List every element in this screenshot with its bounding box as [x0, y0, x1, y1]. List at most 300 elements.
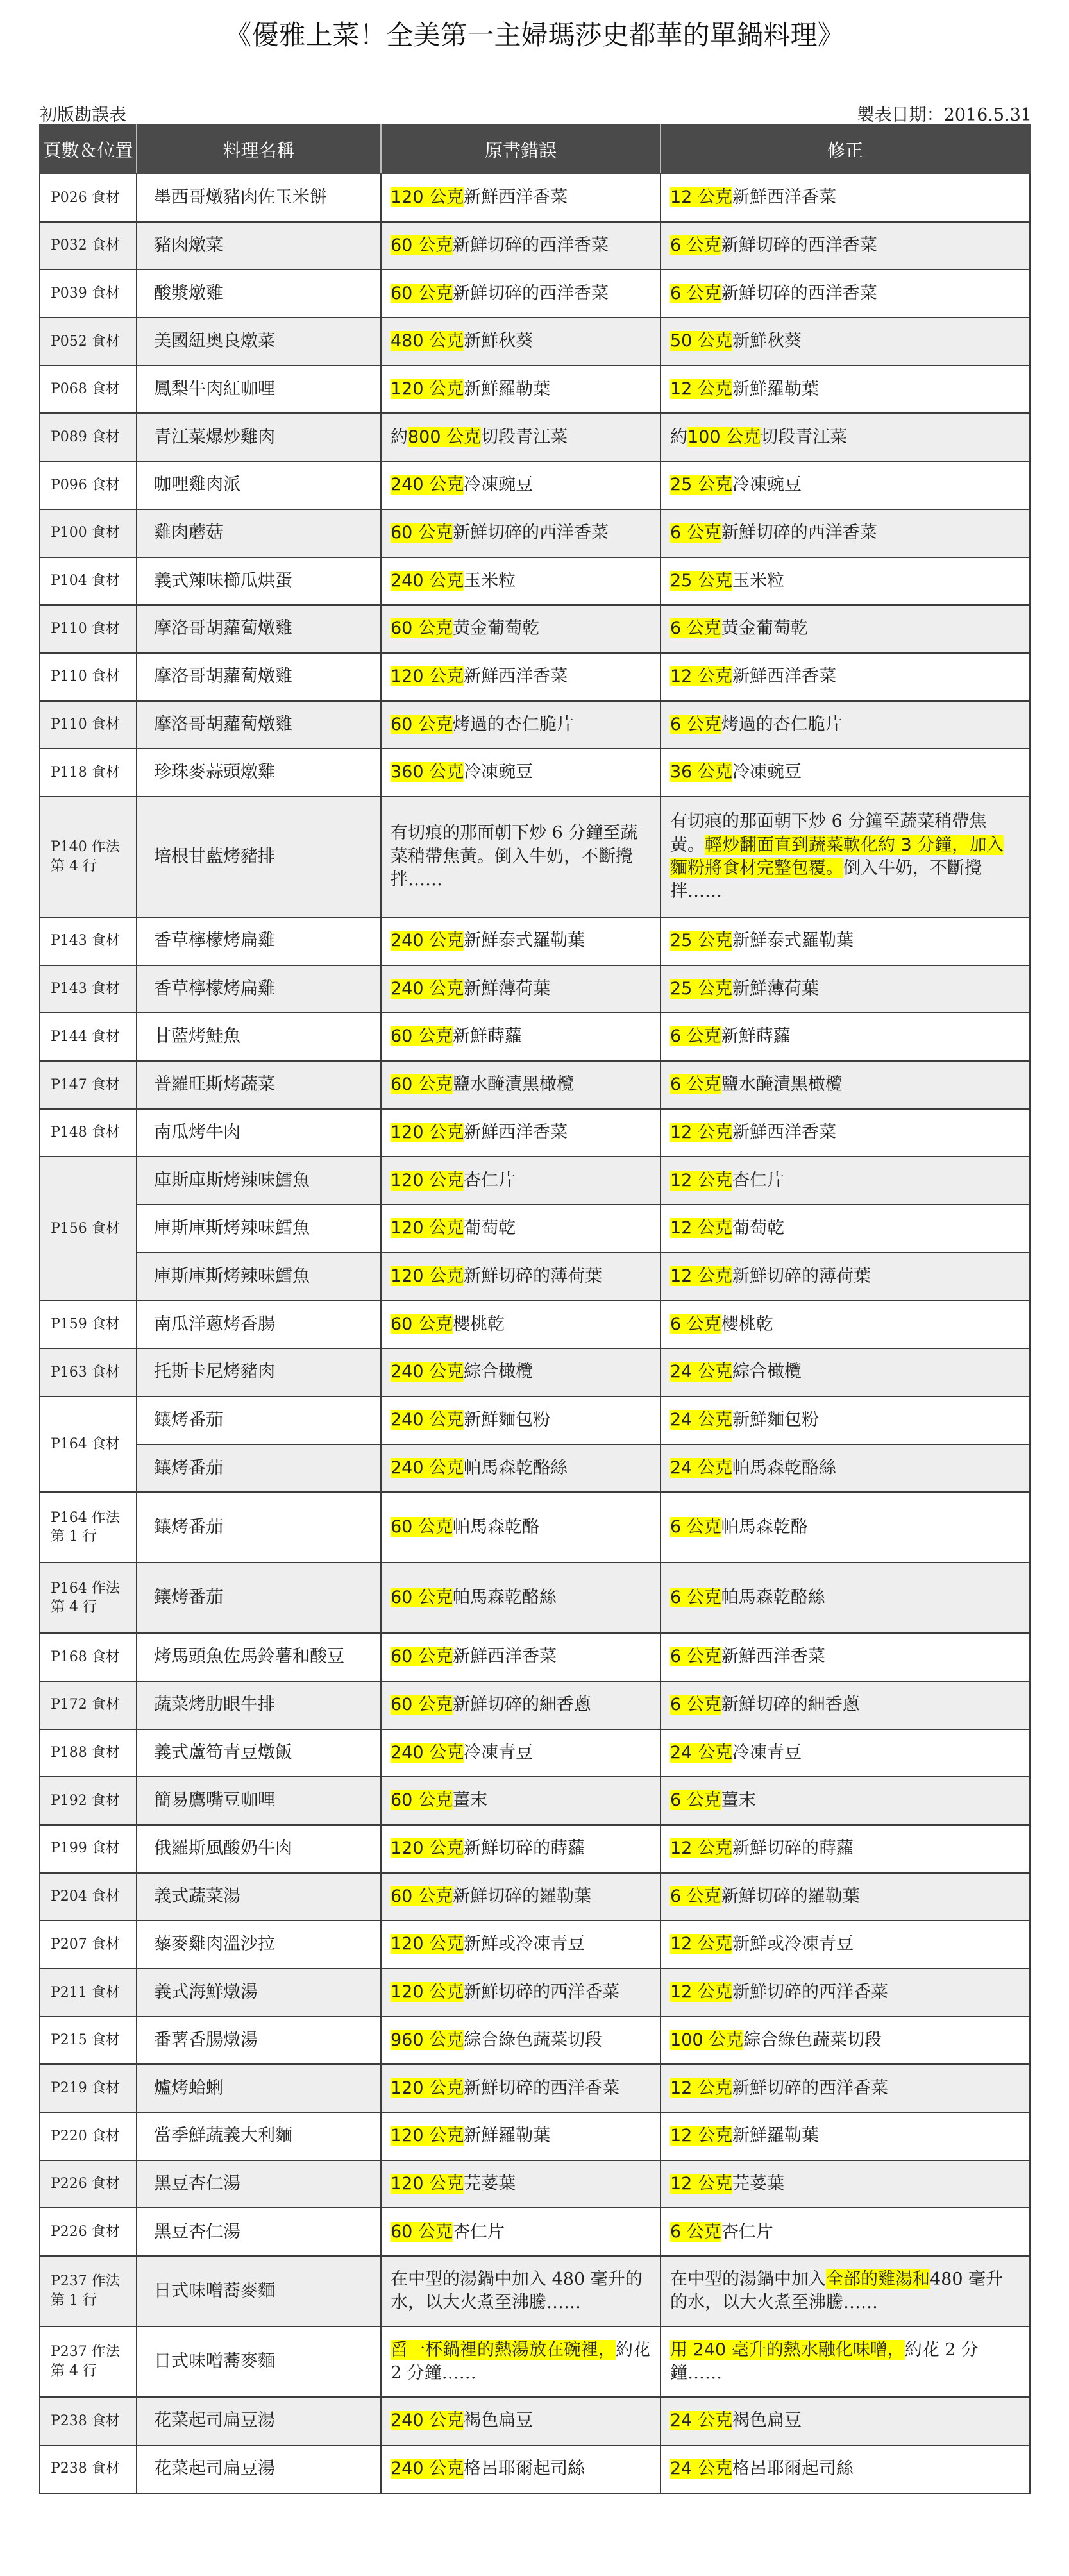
- ingredient-text: 葡萄乾: [732, 1218, 784, 1239]
- page-cell: [40, 222, 137, 270]
- errata-table: [39, 124, 1031, 2494]
- page-ref: P100 食材: [51, 525, 120, 541]
- ingredient-text: 切段青江菜: [761, 427, 848, 447]
- table-row: [40, 1633, 1030, 1681]
- ingredient-text: 綜合橄欖: [732, 1362, 802, 1382]
- page-cell: [40, 1633, 137, 1681]
- page-cell: [40, 2256, 137, 2326]
- ingredient-text: 櫻桃乾: [452, 1314, 505, 1334]
- table-row: [40, 1563, 1030, 1633]
- dish-cell: 鑲烤番茄: [137, 1396, 381, 1445]
- dish-cell: 花菜起司扁豆湯: [137, 2445, 381, 2493]
- ingredient-text: 新鮮或冷凍青豆: [732, 1934, 854, 1954]
- table-row: [40, 174, 1030, 222]
- page-ref: P164 食材: [51, 1436, 120, 1452]
- table-row: [40, 318, 1030, 366]
- dish-cell: 花菜起司扁豆湯: [137, 2397, 381, 2445]
- page-ref: P204 食材: [51, 1888, 120, 1905]
- ingredient-text: 新鮮蒔蘿: [452, 1026, 522, 1047]
- table-row: [40, 222, 1030, 270]
- table-row: [40, 701, 1030, 749]
- table-row: [40, 1729, 1030, 1777]
- ingredient-text: 芫荽葉: [464, 2173, 516, 2194]
- dish-cell: 日式味噌蕎麥麵: [137, 2326, 381, 2397]
- table-row: [40, 2112, 1030, 2160]
- highlight-text: 12 公克: [670, 1934, 732, 1954]
- page-ref: P220 食材: [51, 2128, 120, 2144]
- wrong-cell: [381, 2064, 661, 2112]
- fix-cell: [661, 2397, 1030, 2445]
- highlight-text: 240 公克: [391, 1457, 464, 1478]
- page-ref: P143 食材: [51, 933, 120, 949]
- page-ref: P068 食材: [51, 381, 120, 398]
- header-fix: 修正: [661, 125, 1030, 174]
- ingredient-text: 新鮮麵包粉: [464, 1409, 551, 1430]
- fix-cell: [661, 1729, 1030, 1777]
- ingredient-text: 冷凍豌豆: [464, 762, 534, 783]
- highlight-text: 120 公克: [391, 1170, 464, 1191]
- wrong-cell: [381, 1681, 661, 1729]
- ingredient-text: 黃金葡萄乾: [452, 618, 539, 639]
- fix-cell: [661, 1563, 1030, 1633]
- wrong-cell: [381, 1445, 661, 1493]
- page-cell: [40, 1396, 137, 1492]
- highlight-text: 120 公克: [391, 2173, 464, 2194]
- ingredient-text: 新鮮西洋香菜: [464, 666, 568, 686]
- highlight-text: 6 公克: [670, 2221, 721, 2242]
- wrong-cell: [381, 461, 661, 509]
- fix-cell: [661, 605, 1030, 653]
- ingredient-text: 綜合綠色蔬菜切段: [743, 2029, 882, 2050]
- page-cell: [40, 2017, 137, 2065]
- highlight-text: 60 公克: [391, 1587, 453, 1607]
- page-ref: P144 食材: [51, 1028, 120, 1045]
- wrong-cell: [381, 1253, 661, 1301]
- dish-cell: 咖哩雞肉派: [137, 461, 381, 509]
- dish-cell: 托斯卡尼烤豬肉: [137, 1348, 381, 1396]
- highlight-text: 6 公克: [670, 1587, 721, 1607]
- table-row: [40, 2397, 1030, 2445]
- table-row: [40, 749, 1030, 797]
- ingredient-text: 新鮮或冷凍青豆: [464, 1934, 585, 1954]
- wrong-cell: [381, 2017, 661, 2065]
- page-line: 第 4 行: [51, 2363, 97, 2380]
- page-title: 《優雅上菜！全美第一主婦瑪莎史都華的單鍋料理》: [224, 19, 845, 51]
- ingredient-text: 帕馬森乾酪: [721, 1516, 808, 1537]
- ingredient-text: 冷凍豌豆: [732, 762, 802, 783]
- wrong-cell: [381, 1205, 661, 1253]
- ingredient-text: 新鮮切碎的西洋香菜: [721, 235, 877, 255]
- wrong-cell: 在中型的湯鍋中加入 480 毫升的水，以大火煮至沸騰……: [381, 2256, 661, 2326]
- highlight-text: 舀一杯鍋裡的熱湯放在碗裡，: [391, 2339, 616, 2360]
- page-ref: P164 作法: [51, 1509, 120, 1526]
- ingredient-text: 切段青江菜: [481, 427, 568, 447]
- fix-cell: [661, 653, 1030, 701]
- wrong-cell: [381, 749, 661, 797]
- highlight-text: 240 公克: [391, 978, 464, 999]
- page-ref: P215 食材: [51, 2032, 120, 2049]
- text-segment: 倒入牛奶，不斷攪拌……: [670, 858, 982, 902]
- ingredient-text: 烤過的杏仁脆片: [721, 714, 843, 734]
- fix-cell: [661, 917, 1030, 965]
- page-cell: [40, 461, 137, 509]
- ingredient-text: 新鮮泰式羅勒葉: [464, 931, 585, 951]
- ingredient-text: 新鮮秋葵: [732, 331, 802, 352]
- fix-cell: [661, 269, 1030, 318]
- page-cell: [40, 1013, 137, 1061]
- page-ref: P110 食材: [51, 620, 120, 637]
- wrong-cell: [381, 1969, 661, 2017]
- fix-cell: [661, 1348, 1030, 1396]
- table-row: [40, 1253, 1030, 1301]
- highlight-text: 120 公克: [391, 1266, 464, 1286]
- dish-cell: 青江菜爆炒雞肉: [137, 413, 381, 461]
- page-cell: [40, 1300, 137, 1348]
- page-ref: P172 食材: [51, 1697, 120, 1713]
- date-label: 製表日期：2016.5.31: [857, 105, 1032, 125]
- page-cell: [40, 366, 137, 414]
- highlight-text: 12 公克: [670, 1266, 732, 1286]
- page-cell: [40, 749, 137, 797]
- dish-cell: 義式辣味櫛瓜烘蛋: [137, 557, 381, 606]
- ingredient-text: 新鮮切碎的西洋香菜: [452, 522, 609, 543]
- ingredient-text: 新鮮切碎的蒔蘿: [464, 1838, 585, 1859]
- ingredient-text: 新鮮羅勒葉: [732, 378, 819, 399]
- ingredient-text: 冷凍青豆: [732, 1742, 802, 1763]
- ingredient-text: 新鮮羅勒葉: [464, 378, 551, 399]
- ingredient-text: 新鮮西洋香菜: [464, 1122, 568, 1142]
- wrong-cell: [381, 1825, 661, 1873]
- table-row: [40, 2017, 1030, 2065]
- dish-cell: 雞肉蘑菇: [137, 509, 381, 557]
- page-ref: P089 食材: [51, 428, 120, 445]
- page-cell: [40, 1920, 137, 1969]
- wrong-cell: [381, 1492, 661, 1563]
- wrong-cell: [381, 2445, 661, 2493]
- ingredient-text: 新鮮切碎的羅勒葉: [721, 1886, 860, 1906]
- highlight-text: 24 公克: [670, 1742, 732, 1763]
- page-ref: P163 食材: [51, 1364, 120, 1380]
- dish-cell: 當季鮮蔬義大利麵: [137, 2112, 381, 2160]
- wrong-cell: [381, 2208, 661, 2256]
- ingredient-text: 薑末: [721, 1790, 756, 1811]
- page-ref: P096 食材: [51, 477, 120, 493]
- fix-cell: [661, 1492, 1030, 1563]
- ingredient-text: 帕馬森乾酪絲: [464, 1457, 568, 1478]
- highlight-text: 6 公克: [670, 235, 721, 255]
- highlight-text: 6 公克: [670, 1026, 721, 1047]
- highlight-text: 12 公克: [670, 2078, 732, 2098]
- highlight-text: 6 公克: [670, 714, 721, 734]
- table-row: [40, 2445, 1030, 2493]
- ingredient-text: 帕馬森乾酪: [452, 1516, 539, 1537]
- highlight-text: 6 公克: [670, 1790, 721, 1811]
- wrong-cell: [381, 2112, 661, 2160]
- wrong-cell: [381, 701, 661, 749]
- ingredient-text: 新鮮西洋香菜: [732, 187, 836, 208]
- page-cell: [40, 1348, 137, 1396]
- table-row: [40, 1109, 1030, 1157]
- table-row: [40, 1157, 1030, 1205]
- dish-cell: 培根甘藍烤豬排: [137, 797, 381, 917]
- ingredient-text: 褐色扁豆: [464, 2411, 534, 2431]
- fix-cell: [661, 2017, 1030, 2065]
- highlight-text: 50 公克: [670, 331, 732, 352]
- highlight-text: 全部的雞湯和: [826, 2269, 930, 2289]
- ingredient-text: 新鮮切碎的西洋香菜: [452, 283, 609, 303]
- table-row: [40, 1348, 1030, 1396]
- highlight-text: 6 公克: [670, 1314, 721, 1334]
- highlight-text: 240 公克: [391, 475, 464, 495]
- highlight-text: 6 公克: [670, 1695, 721, 1715]
- table-row: [40, 1681, 1030, 1729]
- text-segment: 約: [391, 427, 408, 447]
- fix-cell: [661, 1157, 1030, 1205]
- fix-cell: [661, 2208, 1030, 2256]
- ingredient-text: 新鮮羅勒葉: [732, 2126, 819, 2146]
- wrong-cell: [381, 1729, 661, 1777]
- page-ref: P156 食材: [51, 1220, 120, 1237]
- ingredient-text: 新鮮切碎的西洋香菜: [732, 2078, 888, 2098]
- wrong-cell: [381, 1109, 661, 1157]
- fix-cell: [661, 174, 1030, 222]
- dish-cell: 蔬菜烤肋眼牛排: [137, 1681, 381, 1729]
- ingredient-text: 新鮮薄荷葉: [464, 978, 551, 999]
- dish-cell: 鳳梨牛肉紅咖哩: [137, 366, 381, 414]
- ingredient-text: 葡萄乾: [464, 1218, 516, 1239]
- table-row: [40, 366, 1030, 414]
- highlight-text: 120 公克: [391, 2078, 464, 2098]
- highlight-text: 60 公克: [391, 714, 453, 734]
- ingredient-text: 綜合綠色蔬菜切段: [464, 2029, 603, 2050]
- highlight-text: 100 公克: [670, 2029, 744, 2050]
- ingredient-text: 帕馬森乾酪絲: [721, 1587, 825, 1607]
- page-ref: P052 食材: [51, 333, 120, 350]
- highlight-text: 12 公克: [670, 1122, 732, 1142]
- page-ref: P192 食材: [51, 1792, 120, 1809]
- table-row: [40, 557, 1030, 606]
- table-row: [40, 413, 1030, 461]
- page-cell: [40, 413, 137, 461]
- page-cell: [40, 2064, 137, 2112]
- header-dish: 料理名稱: [137, 125, 381, 174]
- highlight-text: 120 公克: [391, 187, 464, 208]
- fix-cell: [661, 1777, 1030, 1825]
- dish-cell: 珍珠麥蒜頭燉雞: [137, 749, 381, 797]
- page-ref: P164 作法: [51, 1580, 120, 1597]
- page-cell: [40, 1729, 137, 1777]
- dish-cell: 俄羅斯風酸奶牛肉: [137, 1825, 381, 1873]
- page-ref: P147 食材: [51, 1076, 120, 1093]
- highlight-text: 12 公克: [670, 666, 732, 686]
- highlight-text: 60 公克: [391, 1516, 453, 1537]
- highlight-text: 6 公克: [670, 283, 721, 303]
- fix-cell: [661, 1300, 1030, 1348]
- ingredient-text: 新鮮羅勒葉: [464, 2126, 551, 2146]
- page-line: 第 4 行: [51, 858, 97, 874]
- page-cell: [40, 269, 137, 318]
- ingredient-text: 櫻桃乾: [721, 1314, 773, 1334]
- fix-cell: [661, 1920, 1030, 1969]
- page-cell: [40, 1873, 137, 1921]
- table-row: [40, 917, 1030, 965]
- page-ref: P104 食材: [51, 573, 120, 589]
- dish-cell: 番薯香腸燉湯: [137, 2017, 381, 2065]
- wrong-cell: [381, 174, 661, 222]
- highlight-text: 120 公克: [391, 666, 464, 686]
- fix-cell: [661, 2326, 1030, 2397]
- ingredient-text: 新鮮切碎的薄荷葉: [732, 1266, 871, 1286]
- highlight-text: 120 公克: [391, 1838, 464, 1859]
- table-row: [40, 1205, 1030, 1253]
- ingredient-text: 新鮮蒔蘿: [721, 1026, 791, 1047]
- highlight-text: 25 公克: [670, 978, 732, 999]
- ingredient-text: 冷凍豌豆: [464, 475, 534, 495]
- dish-cell: 酸漿燉雞: [137, 269, 381, 318]
- highlight-text: 480 公克: [391, 331, 464, 352]
- highlight-text: 60 公克: [391, 1695, 453, 1715]
- page-ref: P188 食材: [51, 1745, 120, 1761]
- fix-cell: [661, 461, 1030, 509]
- dish-cell: 甘藍烤鮭魚: [137, 1013, 381, 1061]
- table-row: [40, 797, 1030, 917]
- dish-cell: 藜麥雞肉溫沙拉: [137, 1920, 381, 1969]
- highlight-text: 60 公克: [391, 1790, 453, 1811]
- highlight-text: 12 公克: [670, 378, 732, 399]
- wrong-cell: [381, 1777, 661, 1825]
- highlight-text: 60 公克: [391, 1026, 453, 1047]
- page-ref: P238 食材: [51, 2461, 120, 2477]
- ingredient-text: 烤過的杏仁脆片: [452, 714, 574, 734]
- page-ref: P110 食材: [51, 668, 120, 685]
- highlight-text: 25 公克: [670, 931, 732, 951]
- page-cell: [40, 1777, 137, 1825]
- ingredient-text: 冷凍青豆: [464, 1742, 534, 1763]
- highlight-text: 120 公克: [391, 378, 464, 399]
- page-line: 第 4 行: [51, 1599, 97, 1616]
- highlight-text: 960 公克: [391, 2029, 464, 2050]
- ingredient-text: 杏仁片: [464, 1170, 516, 1191]
- highlight-text: 12 公克: [670, 2173, 732, 2194]
- dish-cell: 摩洛哥胡蘿蔔燉雞: [137, 653, 381, 701]
- table-body: [40, 174, 1030, 2493]
- fix-cell: [661, 413, 1030, 461]
- highlight-text: 6 公克: [670, 1647, 721, 1667]
- ingredient-text: 新鮮切碎的西洋香菜: [464, 1982, 620, 2003]
- fix-cell: [661, 701, 1030, 749]
- ingredient-text: 新鮮切碎的西洋香菜: [464, 2078, 620, 2098]
- highlight-text: 360 公克: [391, 762, 464, 783]
- ingredient-text: 新鮮切碎的蒔蘿: [732, 1838, 854, 1859]
- text-segment: 480 毫升的水，以大火煮至沸騰……: [670, 2269, 1004, 2313]
- table-row: [40, 653, 1030, 701]
- highlight-text: 240 公克: [391, 1409, 464, 1430]
- page-ref: P143 食材: [51, 981, 120, 997]
- page-cell: [40, 2397, 137, 2445]
- highlight-text: 240 公克: [391, 2411, 464, 2431]
- wrong-cell: [381, 1300, 661, 1348]
- dish-cell: 義式海鮮燉湯: [137, 1969, 381, 2017]
- fix-cell: [661, 1873, 1030, 1921]
- wrong-cell: [381, 605, 661, 653]
- table-row: [40, 509, 1030, 557]
- page-cell: [40, 1109, 137, 1157]
- ingredient-text: 新鮮切碎的西洋香菜: [721, 283, 877, 303]
- dish-cell: 摩洛哥胡蘿蔔燉雞: [137, 701, 381, 749]
- dish-cell: 豬肉燉菜: [137, 222, 381, 270]
- page-cell: [40, 2112, 137, 2160]
- page-ref: P226 食材: [51, 2176, 120, 2192]
- highlight-text: 25 公克: [670, 570, 732, 591]
- fix-cell: [661, 1825, 1030, 1873]
- page-cell: [40, 653, 137, 701]
- table-row: [40, 1300, 1030, 1348]
- table-row: [40, 1396, 1030, 1445]
- dish-cell: 南瓜烤牛肉: [137, 1109, 381, 1157]
- table-row: [40, 1777, 1030, 1825]
- table-row: [40, 1873, 1030, 1921]
- table-row: [40, 461, 1030, 509]
- highlight-text: 240 公克: [391, 570, 464, 591]
- fix-cell: [661, 1109, 1030, 1157]
- ingredient-text: 褐色扁豆: [732, 2411, 802, 2431]
- ingredient-text: 薑末: [452, 1790, 487, 1811]
- dish-cell: 庫斯庫斯烤辣味鱈魚: [137, 1205, 381, 1253]
- ingredient-text: 新鮮秋葵: [464, 331, 534, 352]
- ingredient-text: 鹽水醃漬黑橄欖: [452, 1074, 574, 1095]
- fix-cell: [661, 749, 1030, 797]
- wrong-cell: [381, 1873, 661, 1921]
- highlight-text: 24 公克: [670, 2411, 732, 2431]
- highlight-text: 12 公克: [670, 1170, 732, 1191]
- ingredient-text: 杏仁片: [721, 2221, 773, 2242]
- dish-cell: 鑲烤番茄: [137, 1492, 381, 1563]
- wrong-cell: [381, 917, 661, 965]
- dish-cell: 烤馬頭魚佐馬鈴薯和酸豆: [137, 1633, 381, 1681]
- ingredient-text: 黃金葡萄乾: [721, 618, 808, 639]
- wrong-cell: 有切痕的那面朝下炒 6 分鐘至蔬菜稍帶焦黃。倒入牛奶，不斷攪拌……: [381, 797, 661, 917]
- ingredient-text: 新鮮切碎的西洋香菜: [721, 522, 877, 543]
- dish-cell: 鑲烤番茄: [137, 1445, 381, 1493]
- page-ref: P168 食材: [51, 1648, 120, 1665]
- page-ref: P159 食材: [51, 1316, 120, 1332]
- page-ref: P238 食材: [51, 2412, 120, 2429]
- wrong-cell: [381, 653, 661, 701]
- header-page: 頁數＆位置: [40, 125, 137, 174]
- highlight-text: 60 公克: [391, 1074, 453, 1095]
- fix-cell: [661, 1969, 1030, 2017]
- fix-cell: [661, 557, 1030, 606]
- page-cell: [40, 965, 137, 1013]
- fix-cell: [661, 1253, 1030, 1301]
- highlight-text: 6 公克: [670, 1516, 721, 1537]
- page-ref: P148 食材: [51, 1124, 120, 1141]
- ingredient-text: 新鮮切碎的細香蔥: [721, 1695, 860, 1715]
- page-ref: P226 食材: [51, 2223, 120, 2240]
- wrong-cell: [381, 1061, 661, 1109]
- page-ref: P211 食材: [51, 1984, 120, 2001]
- fix-cell: [661, 2112, 1030, 2160]
- highlight-text: 24 公克: [670, 2458, 732, 2479]
- fix-cell: [661, 965, 1030, 1013]
- ingredient-text: 新鮮麵包粉: [732, 1409, 819, 1430]
- ingredient-text: 帕馬森乾酪絲: [452, 1587, 557, 1607]
- highlight-text: 240 公克: [391, 1362, 464, 1382]
- page-ref: P237 作法: [51, 2344, 120, 2360]
- highlight-text: 60 公克: [391, 283, 453, 303]
- highlight-text: 36 公克: [670, 762, 732, 783]
- fix-cell: [661, 366, 1030, 414]
